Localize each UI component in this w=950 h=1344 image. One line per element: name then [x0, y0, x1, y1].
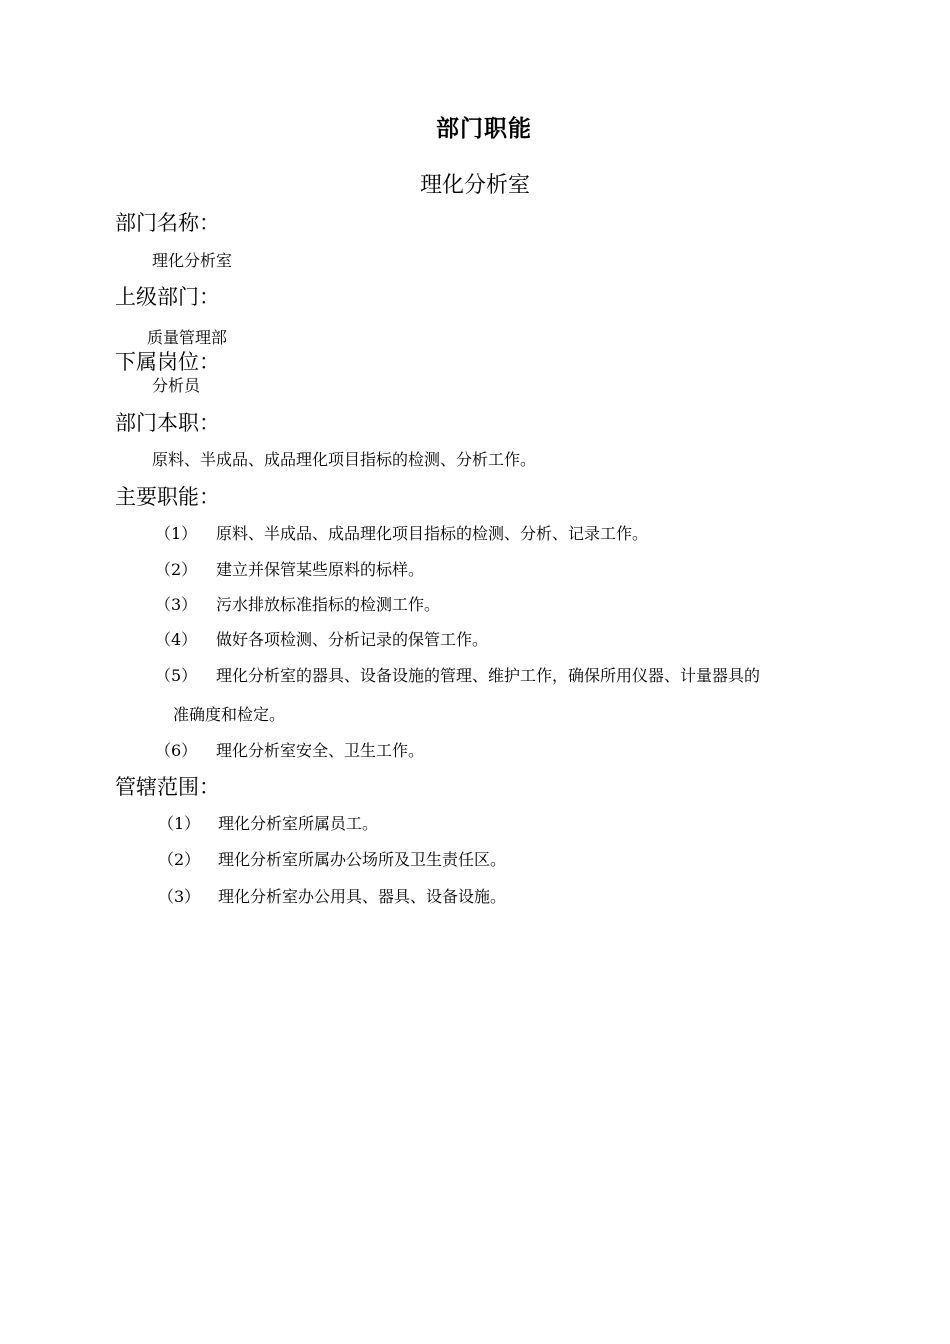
subordinate-posts-value: 分析员 — [152, 376, 201, 395]
list-item-text: 做好各项检测、分析记录的保管工作。 — [216, 630, 489, 649]
list-item-text: 理化分析室安全、卫生工作。 — [216, 741, 425, 760]
list-item-number: （4） — [155, 630, 198, 649]
list-item-number: （1） — [155, 524, 198, 543]
list-item-text: 建立并保管某些原料的标样。 — [216, 560, 425, 579]
list-item-text: 理化分析室所属员工。 — [218, 814, 379, 833]
list-item-text: 污水排放标准指标的检测工作。 — [216, 595, 441, 614]
document-title: 部门职能 — [436, 116, 532, 142]
section-heading-dept-duty: 部门本职： — [115, 411, 220, 435]
superior-dept-value: 质量管理部 — [147, 328, 228, 347]
list-item-text: 原料、半成品、成品理化项目指标的检测、分析、记录工作。 — [216, 524, 649, 543]
section-heading-subordinate-posts: 下属岗位： — [115, 350, 220, 374]
list-item-text: 理化分析室办公用具、器具、设备设施。 — [218, 887, 507, 906]
list-item-number: （1） — [158, 814, 201, 833]
document-subtitle: 理化分析室 — [419, 173, 530, 198]
list-item-number: （5） — [155, 666, 198, 685]
list-item-text: 理化分析室所属办公场所及卫生责任区。 — [218, 850, 507, 869]
section-heading-scope: 管辖范围： — [115, 775, 220, 799]
dept-duty-value: 原料、半成品、成品理化项目指标的检测、分析工作。 — [152, 450, 537, 469]
list-item-number: （2） — [155, 560, 198, 579]
list-item-number: （2） — [158, 850, 201, 869]
list-item-number: （3） — [158, 887, 201, 906]
list-item-number: （3） — [155, 595, 198, 614]
list-item-number: （6） — [155, 741, 198, 760]
list-item-text-continuation: 准确度和检定。 — [173, 705, 286, 724]
dept-name-value: 理化分析室 — [152, 251, 233, 270]
list-item-text: 理化分析室的器具、设备设施的管理、维护工作，确保所用仪器、计量器具的 — [216, 666, 761, 685]
section-heading-dept-name: 部门名称： — [115, 211, 220, 235]
section-heading-superior-dept: 上级部门： — [115, 285, 220, 309]
section-heading-main-functions: 主要职能： — [115, 485, 220, 509]
